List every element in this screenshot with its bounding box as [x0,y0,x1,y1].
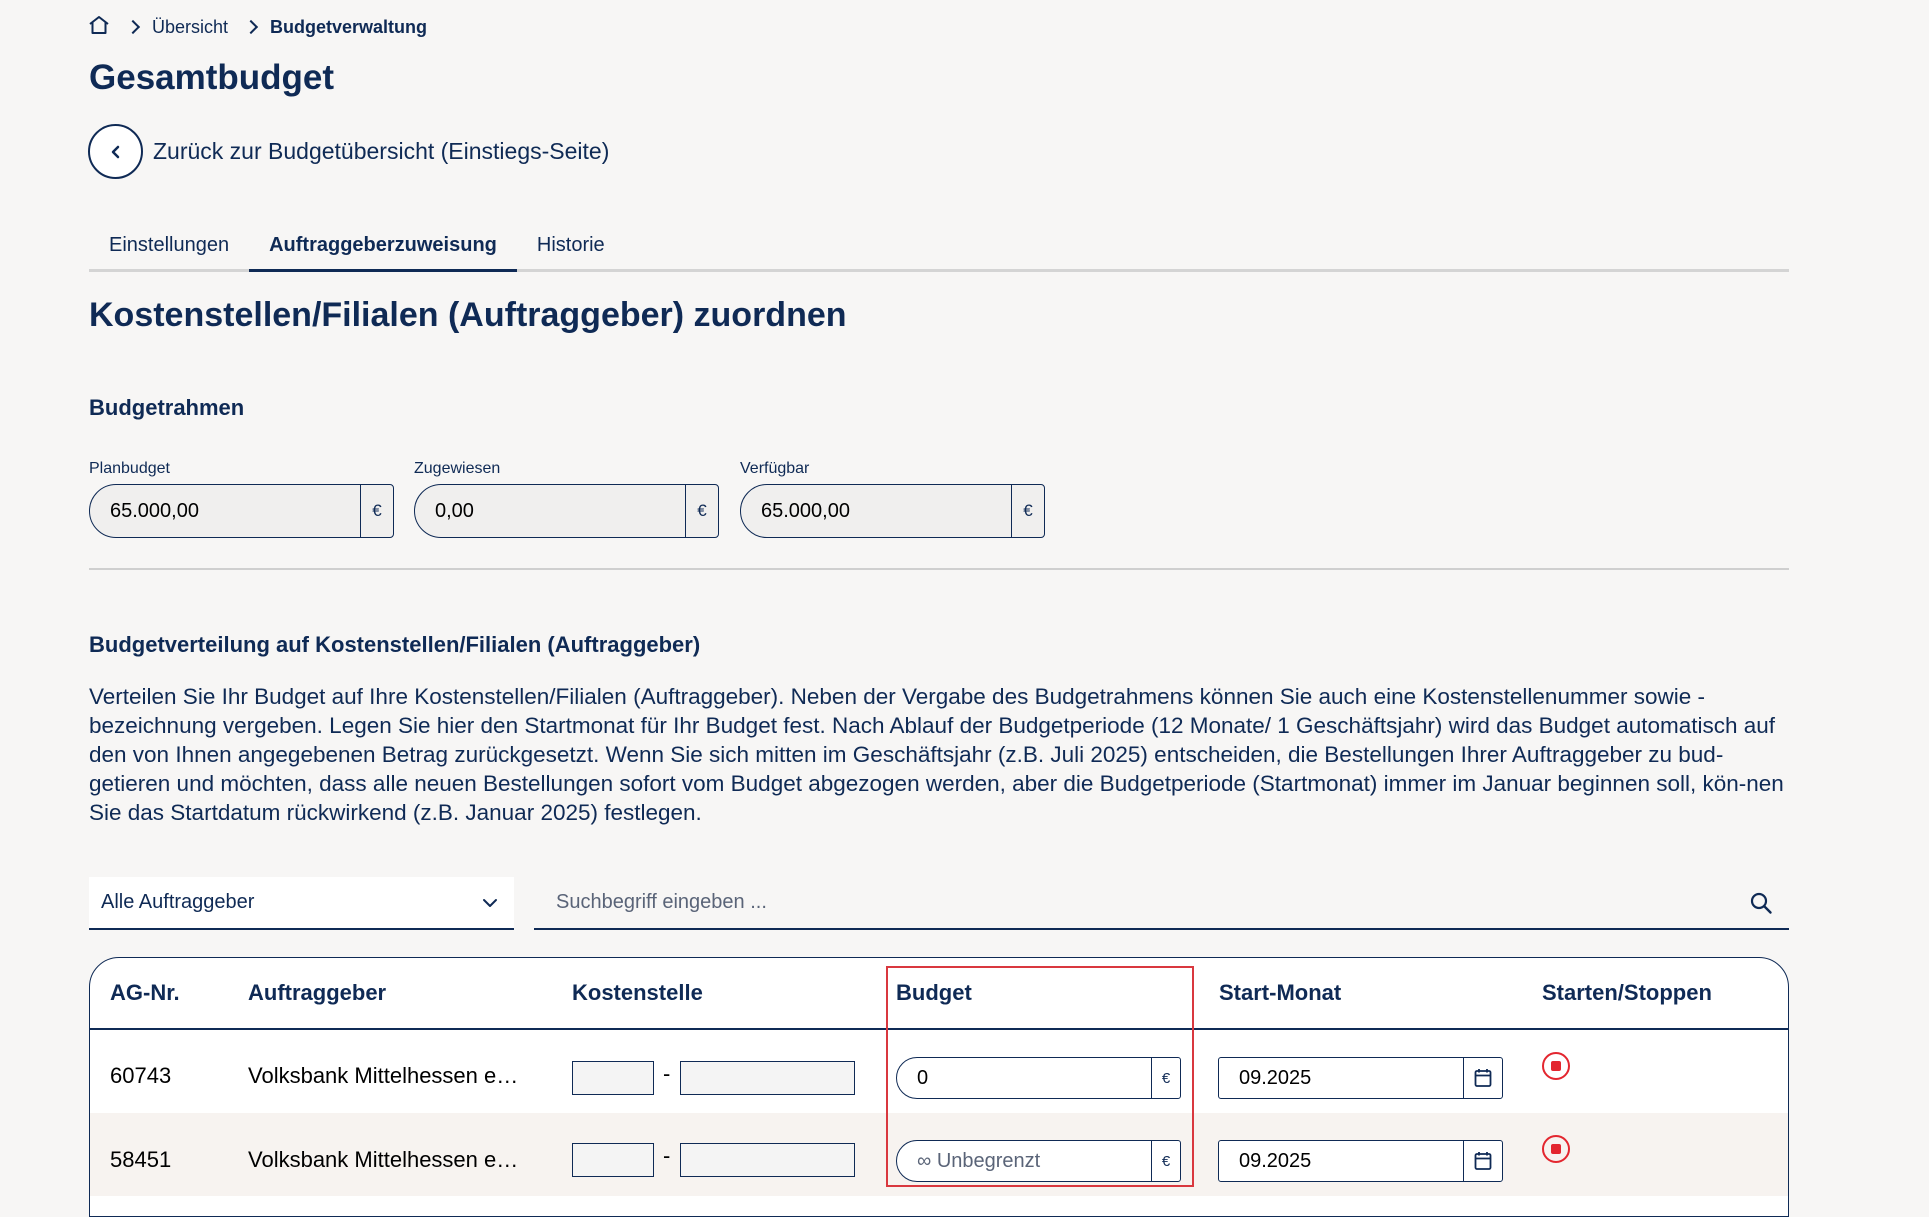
client-name: Volksbank Mittelhessen e… [248,1063,519,1088]
stop-icon [1551,1144,1561,1154]
header-start-month: Start-Monat [1219,980,1342,1005]
breadcrumb [88,14,427,40]
planbudget-field [89,484,394,538]
available-value: 65.000,00 [761,499,850,522]
budget-column-highlight [886,966,1194,1187]
header-budget: Budget [896,980,972,1005]
header-cost-center: Kostenstelle [572,980,703,1005]
header-start-stop: Starten/Stoppen [1542,980,1712,1005]
cost-center-name-input[interactable] [680,1143,855,1177]
assigned-label: Zugewiesen [414,460,501,477]
client-filter-value: Alle Auftraggeber [101,891,255,913]
client-filter-select[interactable] [89,877,514,930]
start-month-value: 09.2025 [1239,1149,1312,1172]
chevron-right-icon [126,20,140,34]
planbudget-label: Planbudget [89,460,170,477]
planbudget-group [89,460,394,538]
budget-value: 0 [917,1066,929,1089]
separator: - [663,1143,671,1168]
euro-icon: € [1151,1141,1180,1181]
search-icon[interactable] [1749,891,1773,915]
separator: - [663,1061,671,1086]
home-icon[interactable] [88,15,110,40]
ag-nr: 60743 [110,1063,172,1088]
calendar-icon[interactable] [1463,1058,1502,1098]
euro-icon: € [1011,485,1044,537]
search-input[interactable] [554,890,1708,915]
breadcrumb-current: Budgetverwaltung [270,16,428,37]
stop-icon [1551,1061,1561,1071]
ag-nr: 58451 [110,1147,172,1172]
cost-center-number-input[interactable] [572,1061,654,1095]
euro-icon: € [360,485,393,537]
header-client: Auftraggeber [248,980,387,1005]
tab-history[interactable]: Historie [536,234,605,256]
euro-icon: € [685,485,718,537]
available-group [740,460,1045,538]
calendar-icon[interactable] [1463,1141,1502,1181]
tab-bar [89,225,1789,272]
back-link[interactable] [88,124,609,179]
section-title: Kostenstellen/Filialen (Auftraggeber) zuordnen [89,296,847,334]
header-ag-nr: AG-Nr. [110,980,180,1005]
start-month-input[interactable] [1218,1057,1503,1099]
planbudget-value: 65.000,00 [110,499,199,522]
budget-placeholder: ∞ Unbegrenzt [917,1149,1041,1172]
stop-button[interactable] [1542,1052,1570,1080]
tab-settings[interactable]: Einstellungen [109,234,230,256]
cost-center-name-input[interactable] [680,1061,855,1095]
cost-center-number-input[interactable] [572,1143,654,1177]
budget-frame-title: Budgetrahmen [89,395,245,420]
euro-icon: € [1151,1058,1180,1098]
distribution-title: Budgetverteilung auf Kostenstellen/Filialen (Auftraggeber) [89,632,701,657]
start-month-value: 09.2025 [1239,1066,1312,1089]
stop-button[interactable] [1542,1135,1570,1163]
distribution-description: Verteilen Sie Ihr Budget auf Ihre Kostenstellen/Filialen (Auftraggeber). Neben der Vergabe des Budgetrahmens können Sie auch eine Kostenstellenummer sowie -bezeichnung vergeben. Legen Sie hier den Startmonat für Ihr Budget fest. Nach Ablauf der Budgetperiode (12 Monate/ 1 Geschäftsjahr) wird das Budget automatisch auf den von Ihnen angegebenen Betrag zurückgesetzt. Wenn Sie sich mitten im Geschäftsjahr (z.B. Juli 2025) entscheiden, die Bestellungen Ihrer Auftraggeber zu bud-getieren und möchten, dass alle neuen Bestellungen sofort vom Budget abgezogen werden, aber die Budgetperiode (Startmonat) immer im Januar beginnen soll, kön-nen Sie das Startdatum rückwirkend (z.B. Januar 2025) festlegen. [89,684,1784,825]
tab-client-assignment[interactable]: Auftraggeberzuweisung [249,225,517,272]
search-bar [534,877,1789,930]
chevron-right-icon [244,20,258,34]
start-month-input[interactable] [1218,1140,1503,1182]
back-link-label[interactable]: Zurück zur Budgetübersicht (Einstiegs-Seite) [153,138,610,164]
available-label: Verfügbar [740,460,810,477]
breadcrumb-overview[interactable]: Übersicht [152,16,229,37]
chevron-left-icon [109,144,123,160]
assigned-group [414,460,719,538]
divider [89,568,1789,570]
page-title: Gesamtbudget [89,58,335,97]
client-name: Volksbank Mittelhessen e… [248,1147,519,1172]
assigned-field [414,484,719,538]
chevron-down-icon [482,898,498,908]
available-field [740,484,1045,538]
assigned-value: 0,00 [435,499,474,522]
back-button[interactable] [88,124,143,179]
